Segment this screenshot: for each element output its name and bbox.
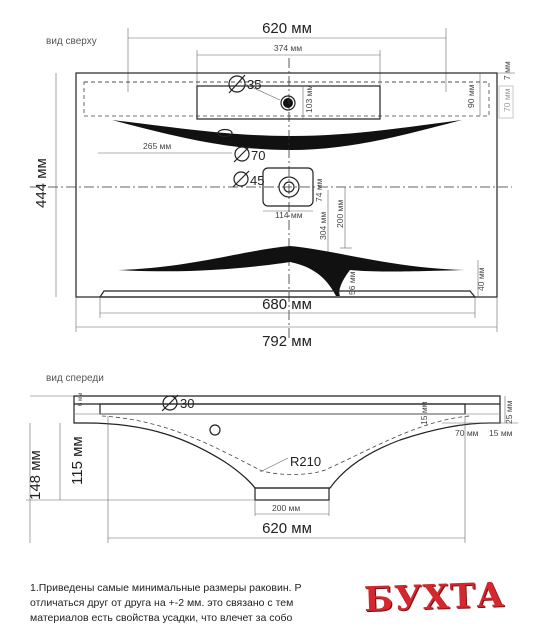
- dim-200-front: 200 мм: [272, 503, 301, 513]
- basin-front-outline: [74, 396, 500, 488]
- dia-30: 30: [180, 396, 195, 411]
- dim-304: 304 мм: [318, 211, 328, 240]
- dim-74: 74 мм: [314, 178, 324, 202]
- dia-45: 45: [250, 173, 265, 188]
- overflow-circle: [210, 425, 220, 435]
- dim-444: 444 мм: [33, 158, 50, 208]
- dim-792: 792 мм: [262, 333, 312, 350]
- diameter-slash: [162, 395, 178, 411]
- drain-foot: [255, 488, 329, 500]
- dim-25: 25 мм: [504, 400, 514, 424]
- dim-680: 680 мм: [262, 296, 312, 313]
- note-line-2: отличаться друг от друга на +-2 мм. это связано с тем: [30, 597, 294, 609]
- diameter-slash: [234, 146, 250, 162]
- front-view-label: вид спереди: [46, 373, 104, 384]
- dim-7: 7 мм: [502, 61, 512, 80]
- dia-35: 35: [247, 77, 262, 92]
- dim-56: 56 мм: [347, 271, 357, 295]
- dim-114: 114 мм: [275, 210, 303, 220]
- dim-620-bottom: 620 мм: [262, 520, 312, 537]
- diameter-slash: [233, 171, 249, 187]
- bowl-front-edge: [118, 246, 465, 296]
- dim-103: 103 мм: [304, 84, 314, 113]
- brand-logo-text: БУХТА: [363, 575, 506, 621]
- dim-6: 6 мм: [78, 392, 84, 406]
- dim-265: 265 мм: [143, 141, 172, 151]
- radius-r210: R210: [290, 454, 322, 469]
- dim-15-right: 15 мм: [489, 428, 513, 438]
- dim-70-top: 70 мм: [502, 88, 512, 112]
- bowl-inner-profile: [102, 416, 470, 475]
- dim-40: 40 мм: [476, 267, 486, 291]
- dim-115: 115 мм: [69, 436, 86, 485]
- leader-r210: [260, 458, 288, 472]
- dim-90: 90 мм: [466, 84, 476, 108]
- dim-148: 148 мм: [27, 450, 44, 500]
- note-line-1: 1.Приведены самые минимальные размеры раковин. Р: [30, 582, 302, 594]
- note-line-3: материалов есть свойства усадки, что влечет за собо: [30, 612, 293, 624]
- slab-inner: [100, 404, 465, 414]
- dim-620-top: 620 мм: [262, 20, 312, 37]
- dim-200-top: 200 мм: [335, 199, 345, 228]
- dim-70-front: 70 мм: [455, 428, 479, 438]
- faucet-hole-fill: [283, 98, 293, 108]
- brand-logo: [363, 572, 506, 624]
- dim-374: 374 мм: [273, 43, 303, 53]
- top-view-label: вид сверху: [46, 36, 97, 47]
- dim-15-left: 15 мм: [419, 401, 429, 425]
- size-note: [30, 581, 360, 626]
- dia-70: 70: [251, 148, 266, 163]
